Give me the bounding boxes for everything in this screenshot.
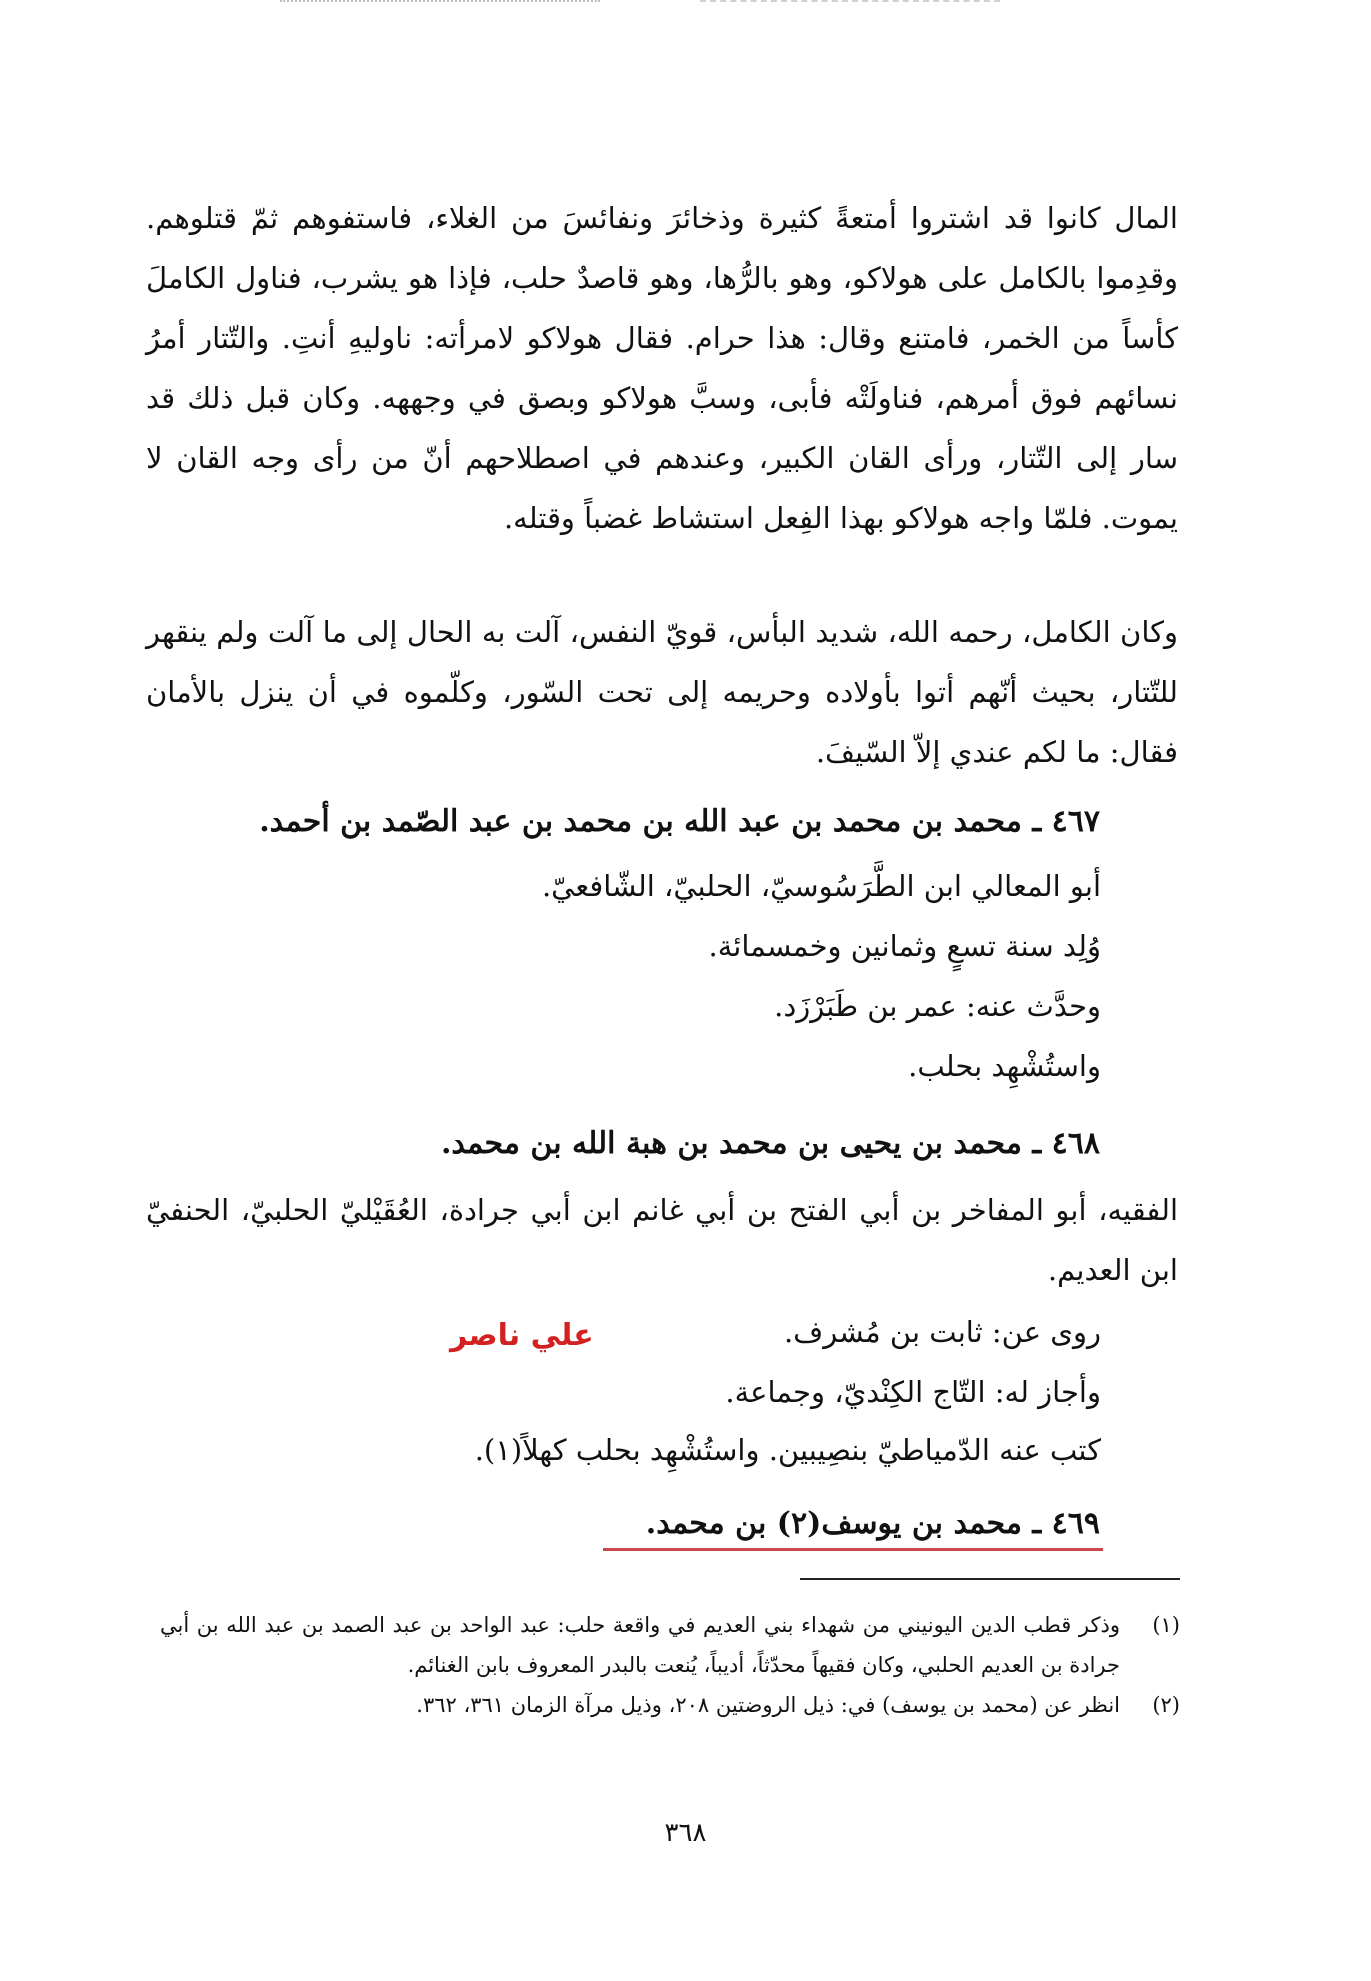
entry-467-line-2: وُلِد سنة تسعٍ وثمانين وخمسمائة. (708, 929, 1101, 963)
paragraph-1-text: المال كانوا قد اشتروا أمتعةً كثيرة وذخائرَ ونفائسَ من الغلاء، فاستفوهم ثمّ قتلوهم. وقدِموا بالكامل على هولاكو، وهو بالرُّها، وهو قاصدٌ حلب، فإذا هو يشرب، فناول الكاملَ كأساً من الخمر، فامتنع وقال: هذا حرام. فقال هولاكو لامرأته: ناوليهِ أنتِ. والتّتار أمرُ نسائهم فوق أمرهم، فناولَتْه فأبى، وسبَّ هولاكو وبصق في وجههه. وكان قبل ذلك قد سار إلى التّتار، ورأى القان الكبير، وعندهم في اصطلاحهم أنّ من رأى وجه القان لا يموت. فلمّا واجه هولاكو بهذا الفِعل استشاط غضباً وقتله. (146, 201, 1178, 535)
footnote-1-text: وذكر قطب الدين اليونيني من شهداء بني العديم في واقعة حلب: عبد الواحد بن عبد الصمد بن عبد الله بن أبي جرادة بن العديم الحلبي، وكان فقيهاً محدّثاً، أديباً، يُنعت بالبدر المعروف بابن الغنائم. (160, 1613, 1120, 1677)
footnote-2 (160, 1685, 1180, 1725)
entry-467-title: ٤٦٧ ـ محمد بن محمد بن عبد الله بن محمد بن عبد الصّمد بن أحمد. (259, 804, 1100, 839)
page-number: ٣٦٨ (664, 1818, 707, 1848)
entry-469-title: ٤٦٩ ـ محمد بن يوسف(٢) بن محمد. (645, 1506, 1100, 1541)
watermark-signature: علي ناصر (450, 1318, 594, 1353)
scan-artifact-top-2 (700, 0, 1000, 4)
entry-468-title: ٤٦٨ ـ محمد بن يحيى بن محمد بن هبة الله بن محمد. (440, 1126, 1100, 1161)
footnote-1 (160, 1605, 1180, 1685)
footnote-2-number: (٢) (1152, 1693, 1180, 1717)
entry-468-intro: الفقيه، أبو المفاخر بن أبي الفتح بن أبي غانم ابن أبي جرادة، العُقَيْليّ الحلبيّ، الحنفيّ ابن العديم. (146, 1193, 1178, 1287)
footnote-1-number: (١) (1152, 1613, 1180, 1637)
entry-467-line-1: أبو المعالي ابن الطَّرَسُوسيّ، الحلبيّ، الشّافعيّ. (541, 869, 1101, 903)
scan-artifact-top (280, 0, 600, 4)
footnote-2-text: انظر عن (محمد بن يوسف) في: ذيل الروضتين ٢٠٨، وذيل مرآة الزمان ٣٦١، ٣٦٢. (416, 1693, 1120, 1717)
entry-468-line-2: وأجاز له: التّاج الكِنْديّ، وجماعة. (725, 1375, 1101, 1409)
entry-467-line-3: وحدَّث عنه: عمر بن طَبَرْزَد. (774, 989, 1101, 1023)
paragraph-1 (146, 188, 1178, 548)
footnotes (160, 1605, 1180, 1725)
entry-467-line-4: واستُشْهِد بحلب. (908, 1049, 1101, 1083)
footnote-rule (800, 1578, 1180, 1580)
paragraph-2-text: وكان الكامل، رحمه الله، شديد البأس، قويّ النفس، آلت به الحال إلى ما آلت ولم ينقهر للتّتار، بحيث أنّهم أتوا بأولاده وحريمه إلى تحت السّور، وكلّموه في أن ينزل بالأمان فقال: ما لكم عندي إلاّ السّيفَ. (146, 615, 1178, 769)
paragraph-2 (146, 602, 1178, 782)
entry-468-line-3: كتب عنه الدّمياطيّ بنصِيبين. واستُشْهِد بحلب كهلاً(١). (474, 1433, 1101, 1467)
entry-468-line-1: روى عن: ثابت بن مُشرف. (783, 1315, 1101, 1349)
entry-469-underline (603, 1548, 1103, 1551)
